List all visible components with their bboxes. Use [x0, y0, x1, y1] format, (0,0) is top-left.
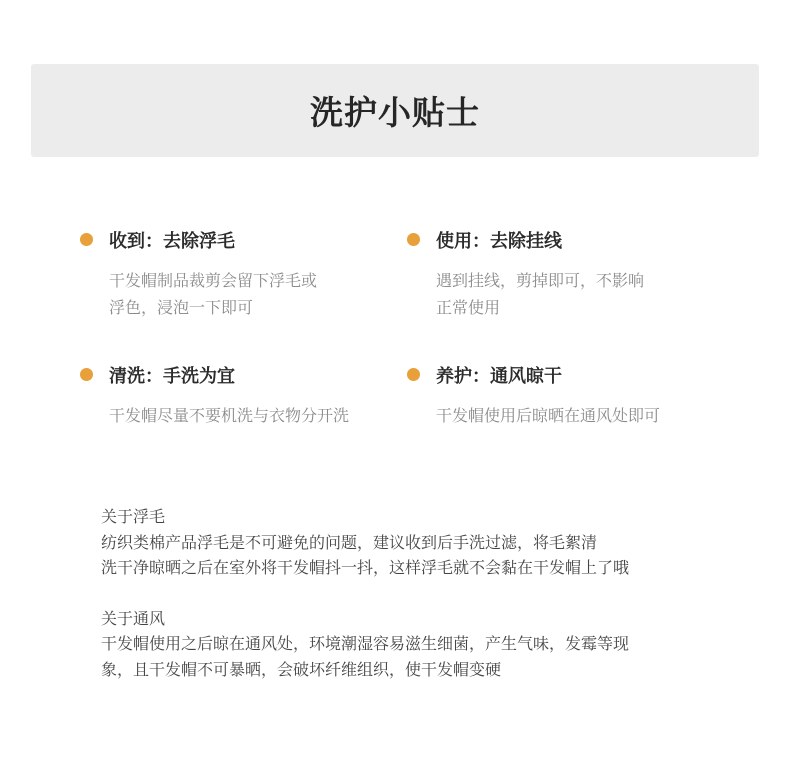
bullet-dot-icon: [407, 233, 420, 246]
tip-description-line: 遇到挂线，剪掉即可，不影响: [436, 271, 645, 290]
tip-description-line: 浮色，浸泡一下即可: [109, 298, 254, 317]
tip-title: 清洗：手洗为宜: [109, 366, 235, 387]
tip-description: [436, 267, 644, 321]
tip-description-line: 干发帽使用后晾晒在通风处即可: [436, 406, 661, 425]
note-line: 纺织类棉产品浮毛是不可避免的问题，建议收到后手洗过滤，将毛絮清: [101, 532, 598, 552]
title-banner: [31, 64, 759, 157]
tip-description: [109, 402, 349, 429]
note-ventilation: [101, 606, 629, 683]
tip-description-line: 正常使用: [436, 298, 501, 317]
note-lint: [101, 504, 629, 581]
note-line: 干发帽使用之后晾在通风处，环境潮湿容易滋生细菌，产生气味，发霉等现: [101, 634, 630, 653]
page-title: 洗护小贴士: [310, 93, 480, 132]
note-line: 象，且干发帽不可暴晒，会破坏纤维组织，使干发帽变硬: [101, 659, 502, 679]
note-heading: 关于通风: [101, 608, 166, 628]
note-line: 洗干净晾晒之后在室外将干发帽抖一抖，这样浮毛就不会黏在干发帽上了哦: [101, 558, 630, 577]
tip-title: 收到：去除浮毛: [109, 231, 235, 252]
tip-description: [109, 267, 317, 321]
bullet-dot-icon: [80, 368, 93, 381]
bullet-dot-icon: [80, 233, 93, 246]
tip-title: 使用：去除挂线: [436, 231, 562, 252]
note-heading: 关于浮毛: [101, 507, 166, 526]
bullet-dot-icon: [407, 368, 420, 381]
tip-description-line: 干发帽尽量不要机洗与衣物分开洗: [109, 406, 350, 425]
notes-section: [101, 504, 629, 707]
tip-description-line: 干发帽制品裁剪会留下浮毛或: [109, 271, 318, 290]
tip-description: [436, 402, 660, 429]
tip-title: 养护：通风晾干: [436, 366, 562, 387]
